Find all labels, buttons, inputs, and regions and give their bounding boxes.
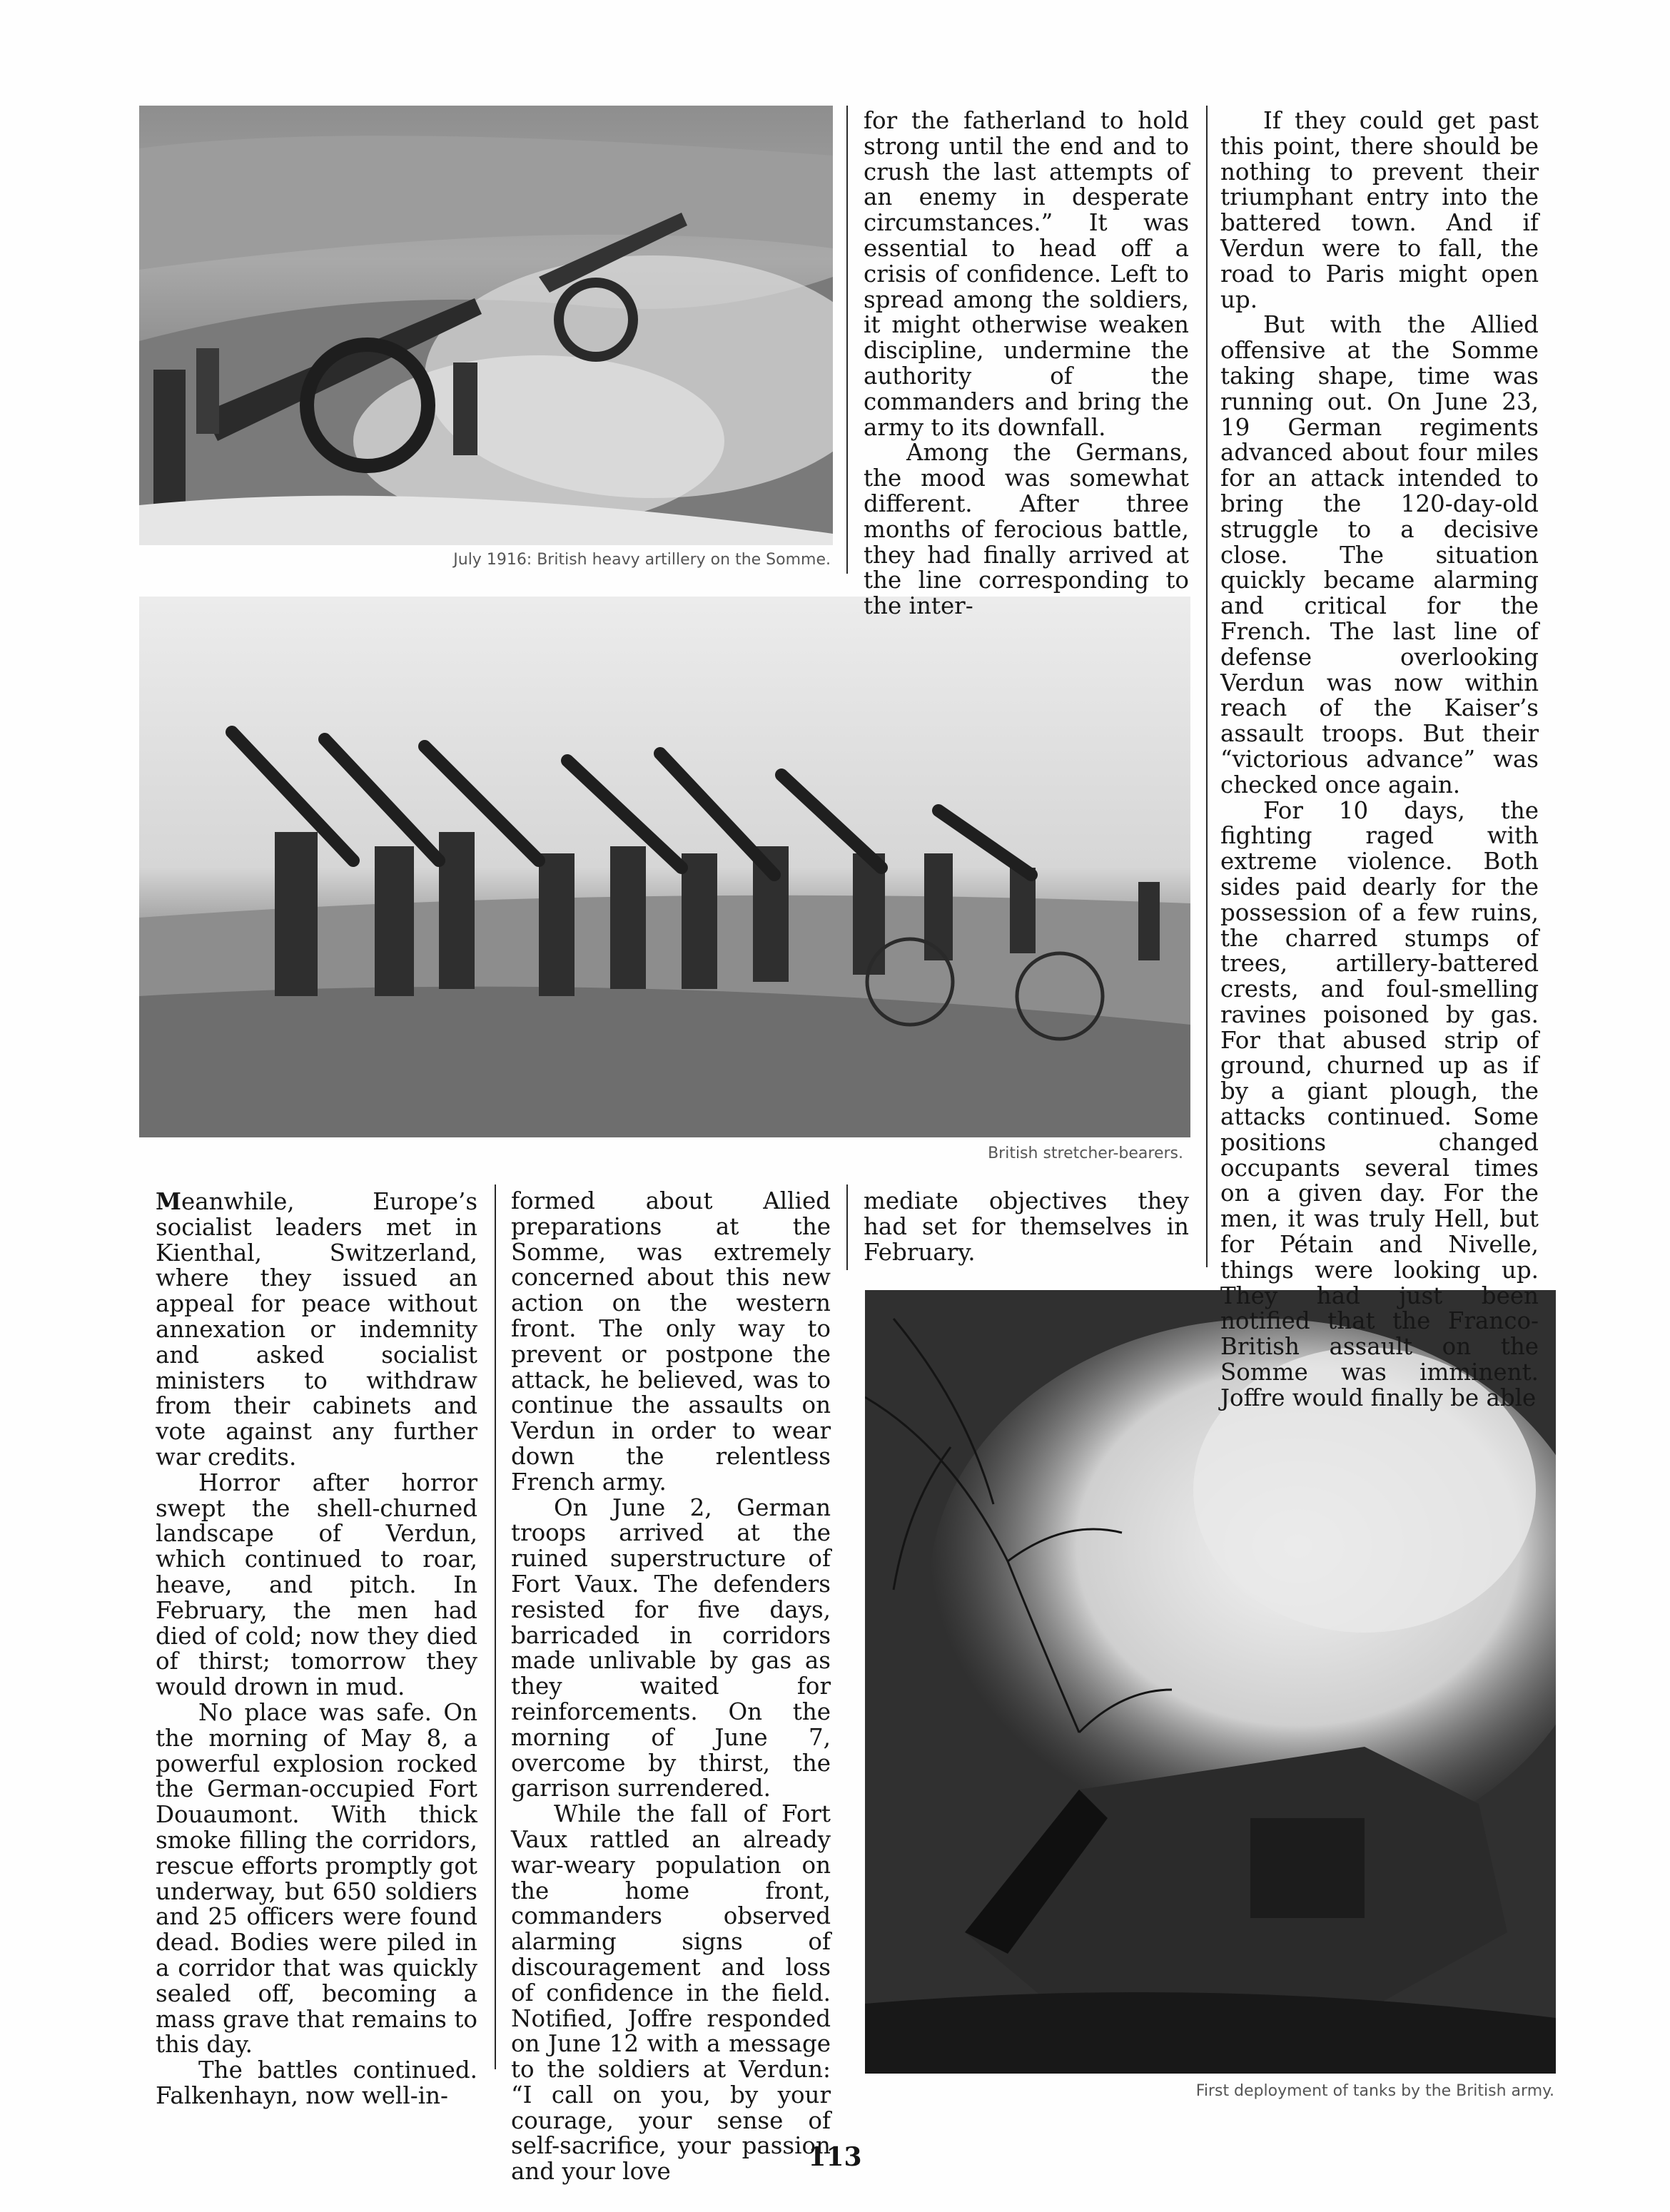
text-column-center-bottom — [511, 1189, 831, 2185]
paragraph: On June 2, German troops arrived at the ruined superstructure of Fort Vaux. The defenders resisted for five days, barricaded in corridors made unlivable by gas as they waited for reinforcements. On the morning of June 7, overcome by thirst, the garrison surrendered. — [511, 1493, 831, 1802]
text-column-mid-top — [864, 108, 1189, 619]
text-column-left-bottom — [156, 1189, 477, 2109]
stretcher-bearers-photo — [139, 597, 1190, 1137]
paragraph: If they could get past this point, there should be nothing to prevent their triumphant entry into the battered town. And if Verdun were to fall, the road to Paris might open up. — [1220, 107, 1539, 313]
paragraph: Among the Germans, the mood was somewhat different. After three months of ferocious battle, they had finally arrived at the line corresponding to the inter- — [864, 439, 1189, 620]
paragraph: for the fatherland to hold strong until the end and to crush the last attempts of an enemy in desperate circumstances.” It was essential to head off a crisis of confidence. Left to spread among the soldiers, it might otherwise weaken discipline, undermine the authority of the commanders and bring the army to its downfall. — [864, 107, 1189, 441]
paragraph — [156, 1189, 477, 1471]
paragraph: While the fall of Fort Vaux rattled an already war-weary population on the home front, commanders observed alarming signs of discouragement and loss of confidence in the field. Notified, Joffre responded on June 12 with a message to the soldiers at Verdun: “I call on you, by your courage, your sense of self-sacrifice, your passion and your love — [511, 1800, 831, 2186]
paragraph: No place was safe. On the morning of May 8, a powerful explosion rocked the German-occupied Fort Douaumont. With thick smoke filling the corridors, rescue efforts promptly got underway, but 650 soldiers and 25 officers were found dead. Bodies were piled in a corridor that was quickly sealed off, becoming a mass grave that remains to this day. — [156, 1698, 477, 2059]
column-rule-bottom-2 — [846, 1184, 848, 1270]
artillery-photo — [139, 106, 833, 545]
text-column-right — [1220, 108, 1539, 1411]
paragraph-text: eanwhile, Europe’s socialist leaders met in Kienthal, Switzerland, where they issued an appeal for peace without annexation or indemnity and asked socialist ministers to withdraw from their cabinets and vote against any further war credits. — [156, 1188, 477, 1471]
stretcher-bearers-caption: British stretcher-bearers. — [988, 1145, 1183, 1162]
paragraph: mediate objectives they had set for themselves in February. — [864, 1187, 1189, 1266]
column-rule-bottom-1 — [495, 1184, 496, 2069]
paragraph: The battles continued. Falkenhayn, now well-in- — [156, 2056, 477, 2109]
paragraph: For 10 days, the fighting raged with extreme violence. Both sides paid dearly for the possession of a few ruins, the charred stumps of trees, artillery-battered crests, and foul-smelling ravines poisoned by gas. For that abused strip of ground, churned up as if by a giant plough, the attacks continued. Some positions changed occupants several times on a given day. For the men, it was truly Hell, but for Pétain and Nivelle, things were looking up. They had just been notified that the Franco-British assault on the Somme was imminent. Joffre would finally be able — [1220, 796, 1539, 1411]
page-number: 113 — [808, 2142, 862, 2172]
paragraph: Horror after horror swept the shell-churned landscape of Verdun, which continued to roar, heave, and pitch. In February, the men had died of cold; now they died of thirst; tomorrow they would drown in mud. — [156, 1468, 477, 1701]
artillery-caption: July 1916: British heavy artillery on the Somme. — [453, 551, 831, 569]
paragraph: formed about Allied preparations at the Somme, was extremely concerned about this new action on the western front. The only way to prevent or postpone the attack, he believed, was to continue the assaults on Verdun in order to wear down the relentless French army. — [511, 1187, 831, 1496]
text-column-mid-bottom — [864, 1189, 1189, 1265]
drop-cap: M — [156, 1187, 181, 1215]
column-rule-top-2 — [1206, 106, 1208, 1267]
column-rule-top-1 — [846, 106, 848, 574]
paragraph: But with the Allied offensive at the Somme taking shape, time was running out. On June 23, 19 German regiments advanced about four miles for an attack intended to bring the 120-day-old struggle to a decisive close. The situation quickly became alarming and critical for the French. The last line of defense overlooking Verdun was now within reach of the Kaiser’s assault troops. But their “victorious advance” was checked once again. — [1220, 311, 1539, 798]
tank-caption: First deployment of tanks by the British army. — [1195, 2082, 1554, 2100]
